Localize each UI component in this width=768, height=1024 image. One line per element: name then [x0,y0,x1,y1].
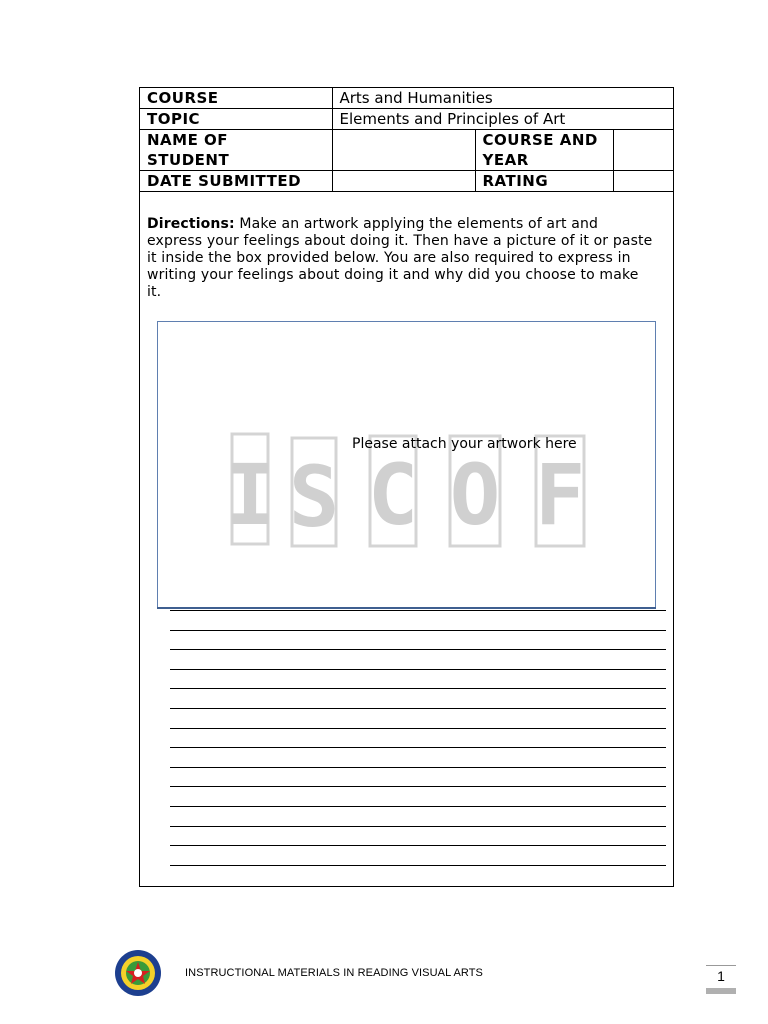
watermark-letter-o: O [449,446,501,544]
writing-line [170,806,666,807]
rating-label: RATING [475,171,613,192]
school-seal-logo [114,949,162,997]
writing-line [170,708,666,709]
writing-line [170,688,666,689]
directions-paragraph [147,216,657,301]
writing-line [170,826,666,827]
course-label: COURSE [140,88,332,109]
student-name-field[interactable] [332,130,475,171]
info-table [140,88,673,192]
course-row [140,88,673,109]
course-year-label-line2: YEAR [482,151,529,169]
page-number-box [706,965,736,995]
writing-line [170,630,666,631]
writing-line [170,747,666,748]
watermark-letter-f: F [534,446,586,544]
worksheet-frame [139,87,674,887]
student-label-line1: NAME OF [147,131,229,149]
watermark-letter-i: I [224,446,276,544]
attach-box-bottom-line [157,607,656,609]
writing-line [170,728,666,729]
course-year-label-line1: COURSE AND [482,131,598,149]
date-row [140,171,673,192]
topic-value: Elements and Principles of Art [332,109,673,130]
attach-instruction: Please attach your artwork here [352,436,577,452]
page-number-bar [706,988,736,994]
date-field[interactable] [332,171,475,192]
watermark-letter-c: C [367,446,419,544]
writing-line [170,865,666,866]
writing-line [170,649,666,650]
date-label: DATE SUBMITTED [140,171,332,192]
rating-field[interactable] [613,171,673,192]
topic-label: TOPIC [140,109,332,130]
course-year-label [475,130,613,171]
writing-line [170,669,666,670]
course-value: Arts and Humanities [332,88,673,109]
page-number-rule [706,965,736,966]
student-label-line2: STUDENT [147,151,230,169]
course-year-field[interactable] [613,130,673,171]
student-row [140,130,673,171]
directions-heading: Directions: [147,216,235,232]
watermark-letter-s: S [288,448,340,546]
page-number: 1 [717,968,725,984]
writing-line [170,786,666,787]
student-label [140,130,332,171]
artwork-attach-box[interactable] [157,321,656,608]
writing-lines[interactable] [170,610,666,884]
directions-body: Make an artwork applying the elements of art and express your feelings about doing it. Then have a picture of it or paste it inside the box provided below. You are also required to express in writing your feelings about doing it and why did you choose to make it. [147,216,653,300]
topic-row [140,109,673,130]
writing-line [170,845,666,846]
footer-title: INSTRUCTIONAL MATERIALS IN READING VISUAL ARTS [185,967,483,979]
writing-line [170,767,666,768]
writing-line [170,610,666,611]
